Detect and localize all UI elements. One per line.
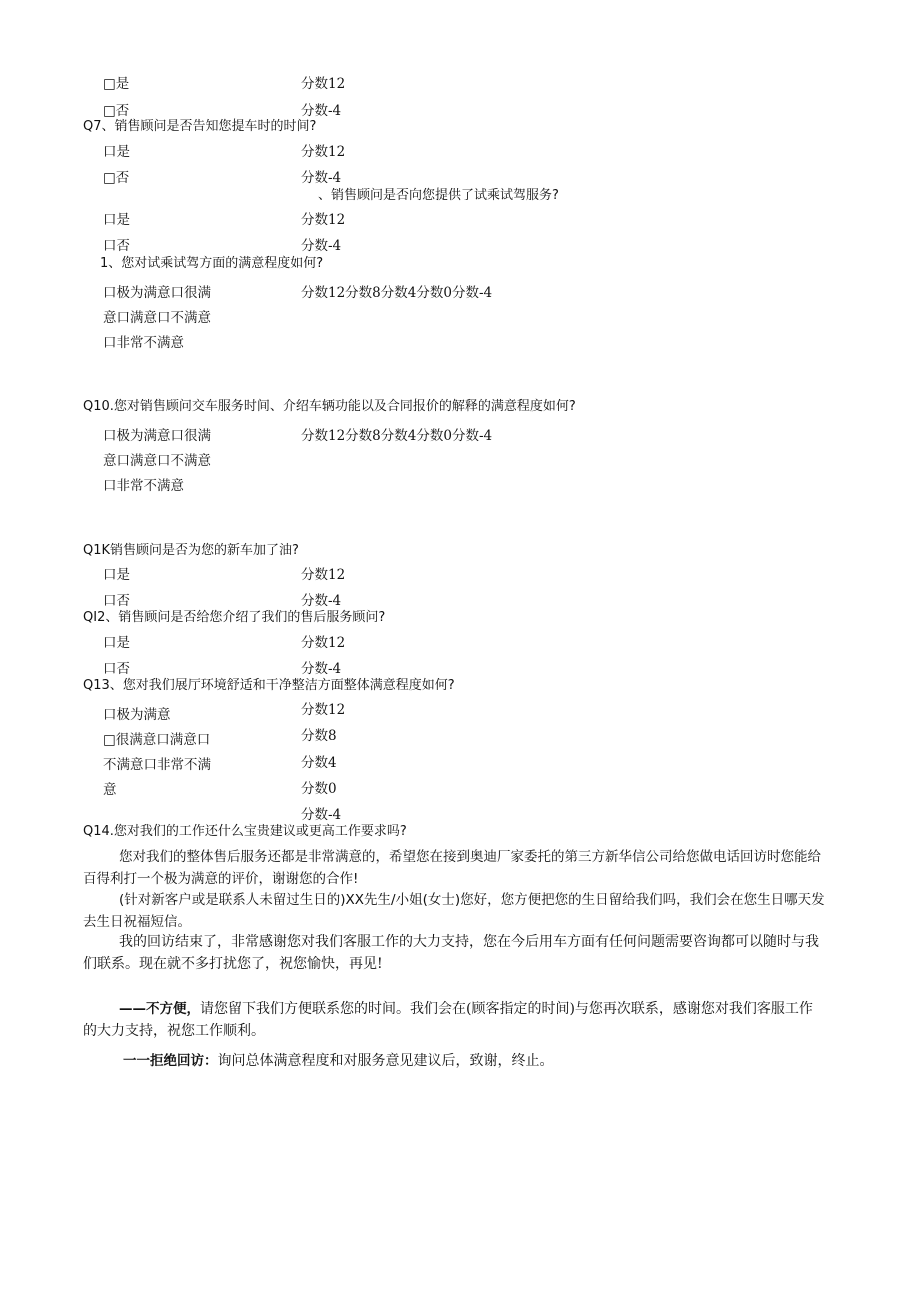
- q13-option-line[interactable]: 意: [103, 782, 117, 798]
- q6-option-no[interactable]: □否: [103, 103, 130, 119]
- closing-paragraph: 您对我们的整体售后服务还都是非常满意的，希望您在接到奥迪厂家委托的第三方新华信公司给您做电话回访时您能给百得利打一个极为满意的评价，谢谢您的合作!: [83, 849, 821, 887]
- q12-option-no[interactable]: 口否: [103, 661, 130, 677]
- refusal-text: 询问总体满意程度和对服务意见建议后，致谢，终止。: [217, 1053, 554, 1069]
- birthday-paragraph: (针对新客户或是联系人未留过生日的)XX先生/小姐(女士)您好，您方便把您的生日留给我们吗，我们会在您生日哪天发去生日祝福短信。: [83, 892, 825, 930]
- q6-score-yes: 分数12: [301, 76, 346, 92]
- q7-question: Q7、销售顾问是否告知您提车时的时间?: [83, 119, 317, 134]
- q10-option-line[interactable]: 口非常不满意: [103, 478, 184, 494]
- q12-score-yes: 分数12: [301, 635, 346, 651]
- refusal-paragraph: [83, 1050, 825, 1072]
- q13-score: 分数0: [301, 781, 337, 797]
- q6-option-yes[interactable]: □是: [103, 76, 130, 92]
- q6-score-no: 分数-4: [301, 103, 342, 119]
- q12-question: QI2、销售顾问是否给您介绍了我们的售后服务顾问?: [83, 610, 386, 625]
- inconvenient-label: ——不方便，: [119, 1001, 200, 1017]
- inconvenient-text: 请您留下我们方便联系您的时间。我们会在(顾客指定的时间)与您再次联系，感谢您对我们客服工作的大力支持，祝您工作顺利。: [83, 1001, 813, 1039]
- q8-option-no[interactable]: 口否: [103, 238, 130, 254]
- q13-option-line[interactable]: 不满意口非常不满: [103, 757, 211, 773]
- q11-option-no[interactable]: 口否: [103, 593, 130, 609]
- q8-option-yes[interactable]: 口是: [103, 212, 130, 228]
- q13-option-line[interactable]: □很满意口满意口: [103, 732, 211, 748]
- q10-scores: 分数12分数8分数4分数0分数-4: [301, 428, 493, 444]
- q7-option-yes[interactable]: 口是: [103, 144, 130, 160]
- q10-option-line[interactable]: 意口满意口不满意: [103, 453, 211, 469]
- q13-score: 分数12: [301, 702, 346, 718]
- q8-question: 、销售顾问是否向您提供了试乘试驾服务?: [318, 188, 559, 203]
- q7-score-yes: 分数12: [301, 144, 346, 160]
- q14-question: Q14.您对我们的工作还什么宝贵建议或更高工作要求吗?: [83, 824, 407, 839]
- q11-question: Q1K销售顾问是否为您的新车加了油?: [83, 543, 299, 558]
- q7-score-no: 分数-4: [301, 170, 342, 186]
- q12-option-yes[interactable]: 口是: [103, 635, 130, 651]
- q13-score: 分数-4: [301, 807, 342, 823]
- refusal-label: 一一拒绝回访：: [123, 1053, 218, 1069]
- q12-score-no: 分数-4: [301, 661, 342, 677]
- q10-option-line[interactable]: 口极为满意口很满: [103, 428, 211, 444]
- q8-score-yes: 分数12: [301, 212, 346, 228]
- q13-score: 分数8: [301, 728, 337, 744]
- q8-score-no: 分数-4: [301, 238, 342, 254]
- q11-score-yes: 分数12: [301, 567, 346, 583]
- q11-score-no: 分数-4: [301, 593, 342, 609]
- q9-question: 1、您对试乘试驾方面的满意程度如何?: [100, 256, 324, 271]
- q11-option-yes[interactable]: 口是: [103, 567, 130, 583]
- q9-option-line[interactable]: 口极为满意口很满: [103, 285, 211, 301]
- farewell-paragraph: 我的回访结束了，非常感谢您对我们客服工作的大力支持，您在今后用车方面有任何问题需要咨询都可以随时与我们联系。现在就不多打扰您了，祝您愉快，再见!: [83, 934, 819, 972]
- q9-option-line[interactable]: 意口满意口不满意: [103, 310, 211, 326]
- q13-option-line[interactable]: 口极为满意: [103, 707, 171, 723]
- q13-score: 分数4: [301, 755, 337, 771]
- q9-option-line[interactable]: 口非常不满意: [103, 335, 184, 351]
- q7-option-no[interactable]: □否: [103, 170, 130, 186]
- q13-question: Q13、您对我们展厅环境舒适和干净整洁方面整体满意程度如何?: [83, 678, 455, 693]
- q9-scores: 分数12分数8分数4分数0分数-4: [301, 285, 493, 301]
- q10-question: Q10.您对销售顾问交车服务时间、介绍车辆功能以及合同报价的解释的满意程度如何?: [83, 399, 576, 414]
- inconvenient-paragraph: [83, 998, 825, 1042]
